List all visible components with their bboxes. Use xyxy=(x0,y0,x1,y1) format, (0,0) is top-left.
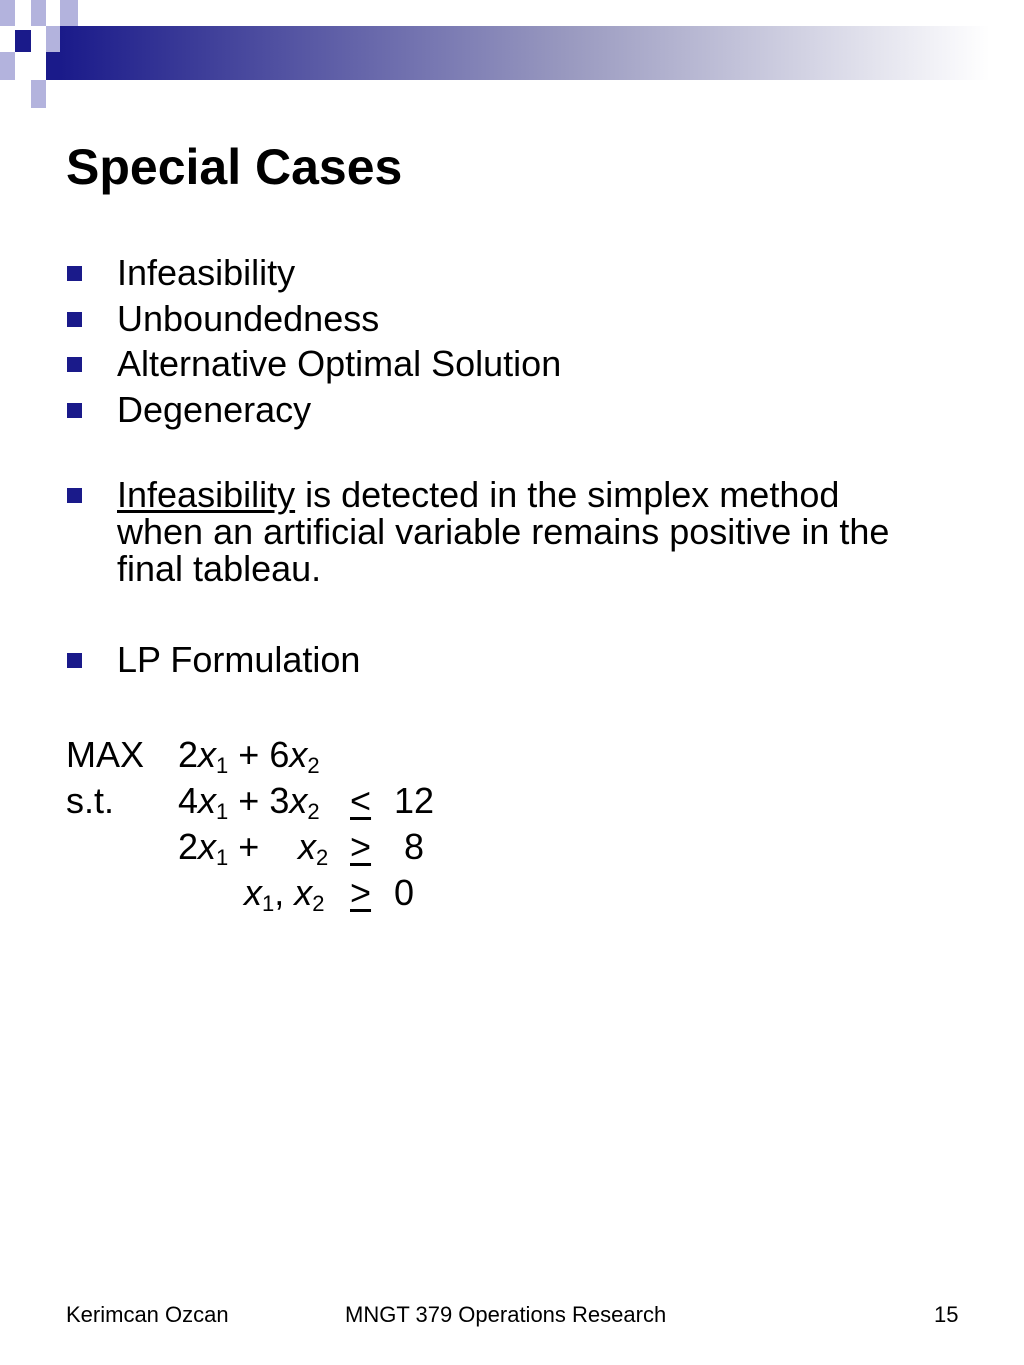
square-bullet-icon xyxy=(67,266,82,281)
list-item xyxy=(66,296,966,342)
constraint-2-operator: > xyxy=(350,826,372,867)
lp-heading-item xyxy=(66,637,966,682)
paragraph-line-2: when an artificial variable remains positive in the xyxy=(117,511,890,552)
header-decoration xyxy=(0,0,1024,110)
list-item xyxy=(66,341,966,387)
list-item xyxy=(66,387,966,433)
page-number: 15 xyxy=(934,1302,959,1327)
objective-expression: $2x_1 + 6x_2$ xyxy=(178,734,320,778)
constraint-1-expression: $4x_1 + 3x_2$ xyxy=(178,780,320,824)
paragraph-line-1: is detected in the simplex method xyxy=(295,474,840,515)
bullet-text: Unboundedness xyxy=(117,297,380,339)
square-bullet-icon xyxy=(67,312,82,327)
paragraph-line-3: final tableau. xyxy=(117,548,322,589)
footer-course: MNGT 379 Operations Research xyxy=(345,1302,667,1327)
slide-title: Special Cases xyxy=(66,139,403,195)
max-label: MAX xyxy=(66,734,145,775)
underlined-term: Infeasibility xyxy=(117,474,296,515)
nonnegativity-vars: $x_1$, $x_2$ xyxy=(244,872,325,916)
list-item xyxy=(66,250,966,296)
st-label: s.t. xyxy=(66,780,115,821)
constraint-3-rhs: 0 xyxy=(394,872,415,913)
lp-heading: LP Formulation xyxy=(117,639,361,680)
bullet-text: Alternative Optimal Solution xyxy=(117,343,562,384)
constraint-1-operator: < xyxy=(350,780,372,821)
constraint-2-expression: $2x_1$ + xyxy=(178,826,260,870)
bullet-text: Infeasibility xyxy=(117,252,296,293)
square-bullet-icon xyxy=(67,357,82,372)
bullet-list xyxy=(66,250,966,682)
infeasibility-paragraph xyxy=(66,476,966,587)
square-bullet-icon xyxy=(67,488,82,503)
footer-author: Kerimcan Ozcan xyxy=(66,1302,229,1327)
square-bullet-icon xyxy=(67,403,82,418)
square-bullet-icon xyxy=(67,653,82,668)
constraint-2-rhs: 8 xyxy=(404,826,425,867)
bullet-text: Degeneracy xyxy=(117,388,312,430)
constraint-3-operator: > xyxy=(350,872,372,913)
constraint-2-x2: $x_2$ xyxy=(298,826,329,870)
constraint-1-rhs: 12 xyxy=(394,780,435,821)
